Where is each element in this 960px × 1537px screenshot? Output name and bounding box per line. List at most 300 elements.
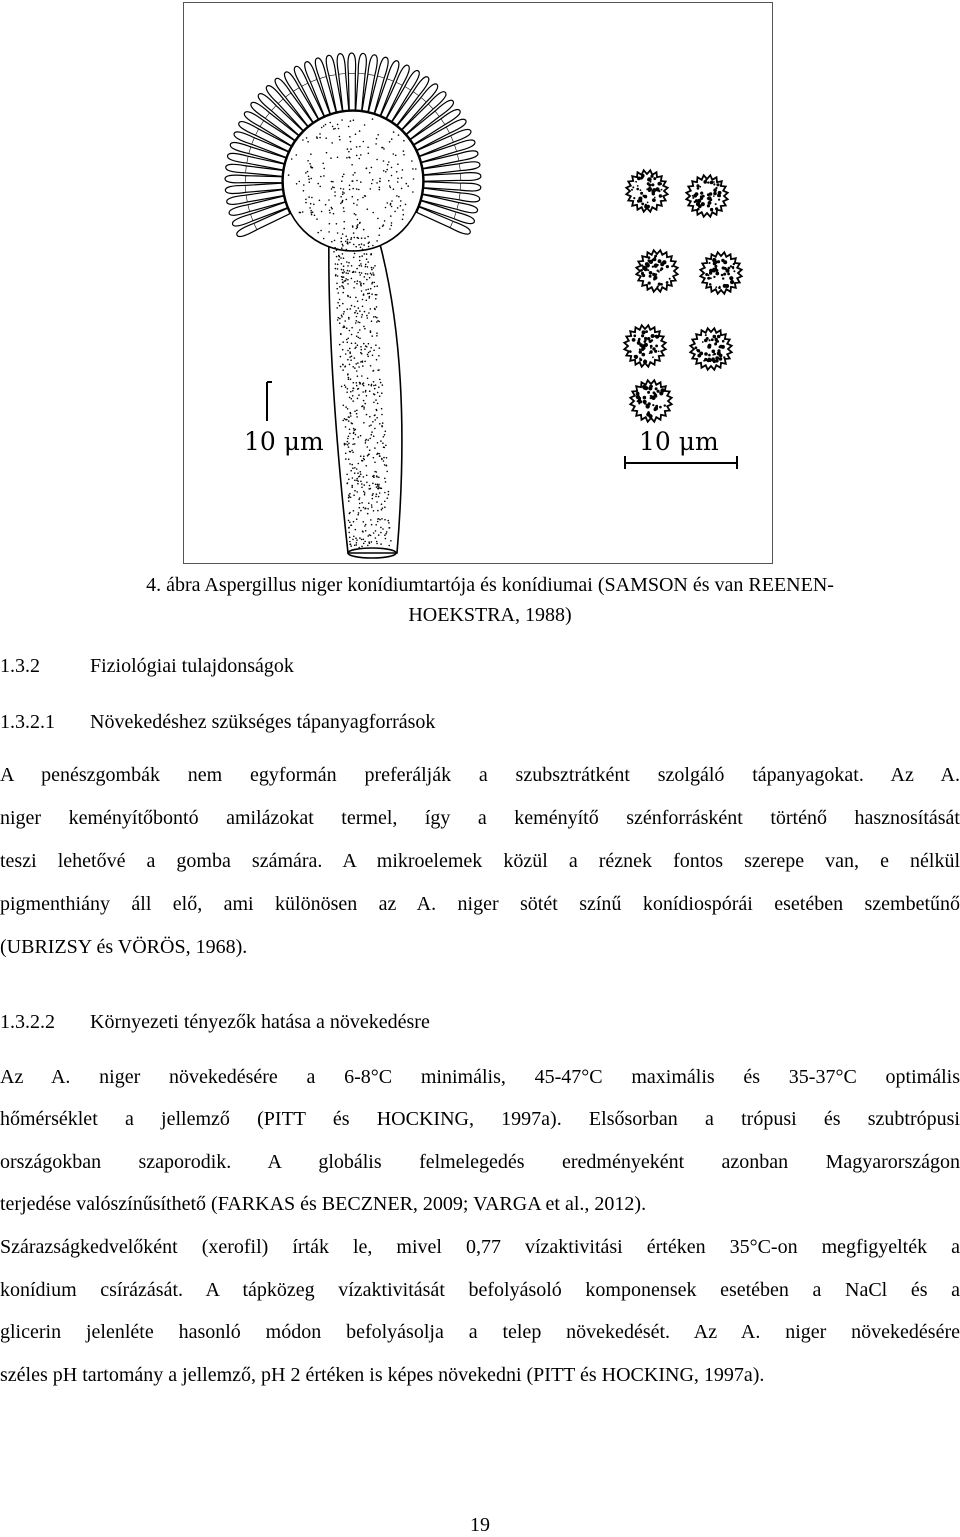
stipple-dot [349,544,351,546]
section-title: Növekedéshez szükséges tápanyagforrások [90,711,436,733]
stipple-dot [355,529,357,531]
stipple-dot [385,533,387,535]
stipple-dot [344,418,346,420]
stipple-dot [302,139,304,141]
stipple-dot [349,397,351,399]
stipple-dot [376,417,378,419]
stipple-dot [359,158,361,160]
stipple-dot [359,146,361,148]
stipple-dot [343,192,345,194]
stipple-dot [288,174,290,176]
conidium-spot [713,183,715,185]
stipple-dot [354,410,356,412]
stipple-dot [337,124,339,126]
conidium-spot [657,264,659,266]
stipple-dot [375,524,377,526]
stipple-dot [331,188,333,190]
stipple-dot [356,370,358,372]
conidium-spot [649,189,651,191]
stipple-dot [381,392,383,394]
stipple-dot [413,178,415,180]
stipple-dot [345,386,347,388]
stipple-dot [343,271,345,273]
stipple-dot [350,141,352,143]
stipple-dot [393,131,395,133]
stipple-dot [351,450,353,452]
stipple-dot [349,348,351,350]
stipple-dot [369,438,371,440]
stipple-dot [351,486,353,488]
stipple-dot [358,499,360,501]
stipple-dot [373,393,375,395]
stipple-dot [391,167,393,169]
stipple-dot [373,402,375,404]
stipple-dot [362,365,364,367]
stipple-dot [400,200,402,202]
conidium-spot [723,284,727,288]
stipple-dot [321,127,323,129]
stipple-dot [352,250,354,252]
stipple-dot [360,247,362,249]
stipple-dot [361,265,363,267]
stipple-dot [372,272,374,274]
stipple-dot [359,265,361,267]
conidium-spot [654,408,657,411]
conidium-spot [649,350,652,353]
stipple-dot [412,168,414,170]
stipple-dot [358,394,360,396]
conidium-spot [721,345,725,349]
conidium-spot [650,347,652,349]
stipple-dot [387,497,389,499]
stipple-dot [346,474,348,476]
stipple-dot [391,222,393,224]
stipple-dot [396,195,398,197]
stipple-dot [319,200,321,202]
stipple-dot [360,154,362,156]
stipple-dot [361,406,363,408]
conidium-spot [644,337,647,340]
stipple-dot [353,203,355,205]
stipple-dot [349,136,351,138]
stipple-dot [362,249,364,251]
stipple-dot [356,146,358,148]
conidium-spot [696,184,699,187]
stipple-dot [367,261,369,263]
stipple-dot [353,494,355,496]
stipple-dot [353,257,355,259]
stipple-dot [366,414,368,416]
body-line: Szárazságkedvelőként (xerofil) írták le, mivel 0,77 vízaktivitási értéken 35°C-on megfigyelték a [0,1236,960,1258]
stipple-dot [390,187,392,189]
stipple-dot [348,458,350,460]
conidium-spot [715,203,717,205]
stipple-dot [329,223,331,225]
stipple-dot [338,292,340,294]
stipple-dot [369,390,371,392]
stipple-dot [310,153,312,155]
stipple-dot [362,391,364,393]
conidium-spot [639,357,641,359]
stipple-dot [351,343,353,345]
stipple-dot [379,178,381,180]
stipple-dot [350,148,352,150]
body-line: hőmérséklet a jellemző (PITT és HOCKING, 1997a). Elsősorban a trópusi és szubtrópusi [0,1108,960,1130]
stipple-dot [309,181,311,183]
stipple-dot [363,406,365,408]
stipple-dot [339,344,341,346]
stipple-dot [348,446,350,448]
stipple-dot [334,195,336,197]
conidium-spot [708,354,711,357]
stipple-dot [337,232,339,234]
scale-bar-left [267,382,272,421]
stipple-dot [357,514,359,516]
stipple-dot [352,467,354,469]
section-heading-1-3-2-1 [0,711,435,734]
stipple-dot [363,491,365,493]
stipple-dot [356,518,358,520]
stipple-dot [369,277,371,279]
stipple-dot [347,350,349,352]
stipple-dot [363,543,365,545]
conidium-spot [653,391,656,394]
stipple-dot [352,390,354,392]
conidium-spot [709,283,712,286]
stipple-dot [355,342,357,344]
conidium-spot [645,330,648,333]
stipple-dot [352,174,354,176]
section-number: 1.3.2.1 [0,711,55,733]
stipple-dot [369,425,371,427]
stipple-dot [370,347,372,349]
stipple-dot [349,356,351,358]
stipple-dot [341,269,343,271]
stipple-dot [358,337,360,339]
stipple-dot [358,366,360,368]
stipple-dot [376,321,378,323]
body-line: A penészgombák nem egyformán preferálják a szubsztrátként szolgáló tápanyagokat. Az A. [0,764,960,786]
conidium-spot [722,266,725,269]
stipple-dot [388,161,390,163]
stipple-dot [348,436,350,438]
stipple-dot [368,352,370,354]
stipple-dot [348,500,350,502]
conidium-spot [713,192,717,196]
stipple-dot [316,137,318,139]
stipple-dot [335,263,337,265]
stipple-dot [337,264,339,266]
stipple-dot [367,535,369,537]
conidium-spot [707,204,710,207]
conidium-spot [637,185,639,187]
stipple-dot [319,186,321,188]
stipple-dot [372,421,374,423]
stipple-dot [390,540,392,542]
stipple-dot [305,172,307,174]
stipple-dot [351,423,353,425]
stipple-dot [398,134,400,136]
conidium-spot [707,277,710,280]
stipple-dot [376,182,378,184]
conidium-spot [655,273,657,275]
stipple-dot [352,387,354,389]
stipple-dot [374,447,376,449]
aspergillus-illustration [184,3,772,563]
stipple-dot [353,521,355,523]
stipple-dot [376,317,378,319]
stipple-dot [343,174,345,176]
stipple-dot [349,353,351,355]
stipple-dot [379,492,381,494]
scale-label-right: 10 μm [639,427,719,456]
stipple-dot [359,256,361,258]
stipple-dot [326,152,328,154]
conidium-spot [652,347,655,350]
stipple-dot [347,444,349,446]
stipple-dot [340,196,342,198]
stipple-dot [363,422,365,424]
stipple-dot [375,496,377,498]
stipple-dot [378,484,380,486]
stipple-dot [342,420,344,422]
stipple-dot [397,207,399,209]
stipple-dot [376,285,378,287]
stipple-dot [322,163,324,165]
stipple-dot [348,479,350,481]
stipple-dot [338,128,340,130]
conidium-spot [655,396,657,398]
stipple-dot [355,133,357,135]
phialide-tip [226,164,246,173]
stipple-dot [341,279,343,281]
stipple-dot [355,246,357,248]
stipple-dot [343,211,345,213]
conidium-spot [643,400,647,404]
stipple-dot [348,416,350,418]
stipple-dot [350,359,352,361]
phialide-tip [348,53,356,73]
conidium-spot [652,356,654,358]
stipple-dot [353,119,355,121]
stipple-dot [379,189,381,191]
stipple-dot [308,178,310,180]
section-number: 1.3.2 [0,655,40,677]
conidium-spot [642,330,646,334]
stipple-dot [357,313,359,315]
conidium-spot [643,360,647,364]
stipple-dot [390,203,392,205]
conidium-spot [711,358,715,362]
conidium-spot [639,348,641,350]
stipple-dot [344,385,346,387]
stipple-dot [359,274,361,276]
stipple-dot [343,325,345,327]
stipple-dot [371,283,373,285]
stipple-dot [319,133,321,135]
stipple-dot [353,232,355,234]
stipple-dot [365,264,367,266]
stipple-dot [352,400,354,402]
stipple-dot [303,184,305,186]
stipple-dot [348,156,350,158]
stipple-dot [349,537,351,539]
conidium-spot [669,278,671,280]
stipple-dot [361,349,363,351]
stipple-dot [359,322,361,324]
stipple-dot [349,330,351,332]
stipple-dot [370,424,372,426]
stipple-dot [366,168,368,170]
stipple-dot [356,542,358,544]
stipple-dot [385,171,387,173]
phialide-tip [315,58,326,78]
stipple-dot [365,465,367,467]
stipple-dot [383,436,385,438]
stipple-dot [358,512,360,514]
stipple-dot [377,403,379,405]
stipple-dot [351,327,353,329]
stipple-dot [365,266,367,268]
stipple-dot [369,351,371,353]
stipple-dot [364,253,366,255]
conidium-spot [654,197,656,199]
stipple-dot [388,494,390,496]
stipple-dot [388,491,390,493]
stipple-dot [349,541,351,543]
stipple-dot [379,187,381,189]
stipple-dot [381,425,383,427]
phialide-tip [458,151,478,161]
stipple-dot [373,350,375,352]
stipple-dot [302,211,304,213]
stipple-dot [367,266,369,268]
stipple-dot [356,320,358,322]
stipple-dot [369,485,371,487]
stipple-dot [361,272,363,274]
conidium-spot [717,194,720,197]
stipple-dot [390,215,392,217]
stipple-dot [402,169,404,171]
conidium-spot [666,281,669,284]
stipple-dot [346,419,348,421]
stipple-dot [347,438,349,440]
stipple-dot [347,388,349,390]
stipple-dot [343,269,345,271]
stipple-dot [361,460,363,462]
stipple-dot [377,485,379,487]
conidium-spot [719,357,723,361]
stipple-dot [382,442,384,444]
stipple-dot [403,150,405,152]
stipple-dot [363,476,365,478]
stipple-dot [393,153,395,155]
stipple-dot [348,520,350,522]
stipple-dot [312,211,314,213]
stipple-dot [334,128,336,130]
stipple-dot [374,265,376,267]
stipple-dot [360,346,362,348]
stipple-dot [360,510,362,512]
conidium-spot [696,349,698,351]
stipple-dot [377,218,379,220]
stipple-dot [357,300,359,302]
conidium-spot [648,184,651,187]
scale-label-left: 10 μm [244,427,324,456]
conidium-spot [705,334,707,336]
stipple-dot [340,241,342,243]
stipple-dot [375,537,377,539]
stipple-dot [364,237,366,239]
stipple-dot [397,181,399,183]
stipple-dot [364,508,366,510]
stipple-dot [403,140,405,142]
conidium-spot [649,260,653,264]
stipple-dot [349,429,351,431]
conidium-spot [642,353,646,357]
conidium-spot [723,260,727,264]
stipple-dot [382,507,384,509]
conidium-spot [655,335,658,338]
conidium-spot [652,404,654,406]
conidium-spot [660,388,664,392]
conidium-spot [710,208,713,211]
conidium-spot [662,260,666,264]
stipple-dot [383,148,385,150]
stipple-dot [360,361,362,363]
conidium-spot [717,335,721,339]
stipple-dot [340,356,342,358]
conidium-spot [634,355,637,358]
stipple-dot [371,504,373,506]
stipple-dot [365,391,367,393]
stipple-dot [364,348,366,350]
stipple-dot [340,203,342,205]
stipple-dot [372,179,374,181]
stipple-dot [370,273,372,275]
body-line: glicerin jelenléte hasonló módon befolyásolja a telep növekedését. Az A. niger növekedésére [0,1321,960,1343]
stipple-dot [388,180,390,182]
stipple-dot [343,313,345,315]
stipple-dot [353,536,355,538]
conidium-spot [651,183,654,186]
stipple-dot [331,208,333,210]
stipple-dot [348,151,350,153]
stipple-dot [323,125,325,127]
stipple-dot [361,483,363,485]
stipple-dot [349,189,351,191]
stipple-dot [367,545,369,547]
stipple-dot [370,330,372,332]
stipple-dot [340,188,342,190]
stipple-dot [386,471,388,473]
conidium-spot [640,189,642,191]
stipple-dot [350,470,352,472]
conidium-spot [637,400,639,402]
stipple-dot [363,507,365,509]
stipple-dot [305,199,307,201]
stipple-dot [387,164,389,166]
conidium-spot [713,195,715,197]
stipple-dot [365,524,367,526]
stipple-dot [323,238,325,240]
stipple-dot [331,181,333,183]
conidium-spot [636,392,640,396]
stipple-dot [342,341,344,343]
stipple-dot [385,445,387,447]
stipple-dot [350,378,352,380]
stipple-dot [377,488,379,490]
